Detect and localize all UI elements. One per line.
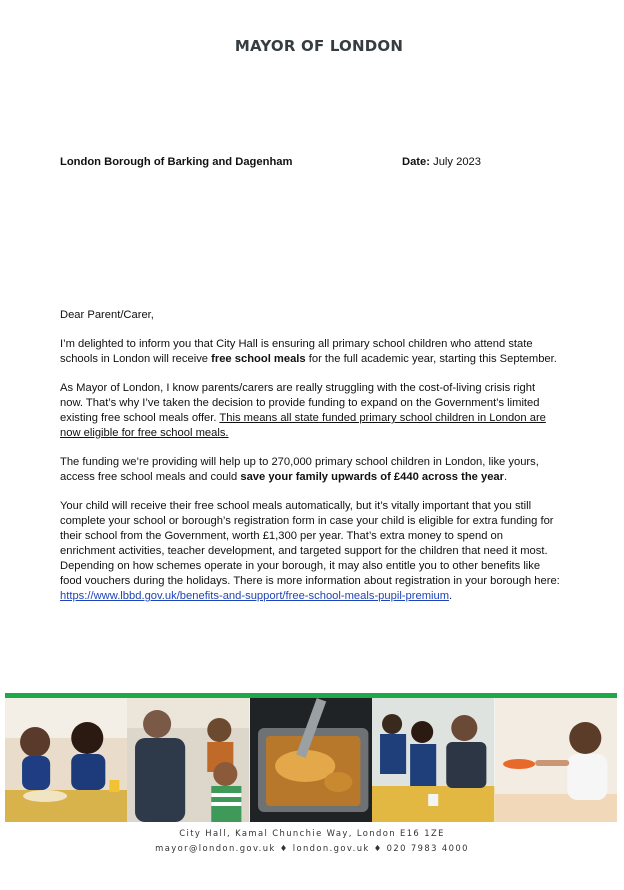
photo-strip [5, 698, 617, 822]
date-label: Date: [402, 156, 430, 168]
photo-mayor-at-table [372, 698, 494, 822]
paragraph-1: I’m delighted to inform you that City Hall is ensuring all primary school children who attend state schools in London will receive free school meals for the full academic year, starting this September. [60, 338, 557, 365]
paragraph-3: The funding we’re providing will help up to 270,000 primary school children in London, like yours, access free school meals and could save your family upwards of £440 across the year. [60, 456, 539, 483]
photo-food-tray [250, 698, 372, 822]
salutation: Dear Parent/Carer, [60, 309, 154, 321]
paragraph-4: Your child will receive their free school meals automatically, but it’s vitally important that you still complete your school or borough’s registration form in case your child is eligible for extra funding for their school from the Government, worth £1,300 per year. That’s extra money to spend on enrichment activities, teacher development, and targeted support for the children that need it most. Depending on how schemes operate in your borough, it may also entitle you to other benefits like food vouchers during the holidays. There is more information about registration in your borough here: https://www.lbbd.gov.uk/benefits-and-support/free-school-meals-pupil-premium. [60, 500, 560, 602]
borough-name: London Borough of Barking and Dagenham [60, 156, 293, 168]
bold-savings: save your family upwards of £440 across the year [240, 471, 504, 483]
photo-children-eating [5, 698, 127, 822]
letter-meta [60, 156, 560, 172]
photo-mayor-with-child [127, 698, 249, 822]
paragraph-2: As Mayor of London, I know parents/carers are really struggling with the cost-of-living crisis right now. That’s why I’ve taken the decision to provide funding to expand on the Government’s limited existing free school meals offer. This means all state funded primary school children in London are now eligible for free school meals. [60, 382, 546, 439]
bold-phrase: free school meals [211, 353, 306, 365]
letter-date [402, 156, 481, 168]
footer-address: City Hall, Kamal Chunchie Way, London E16 1ZE [179, 828, 445, 838]
underlined-statement: This means all state funded primary school children in London are now eligible for free school meals. [60, 412, 546, 439]
letter-body [60, 308, 560, 618]
registration-link[interactable]: https://www.lbbd.gov.uk/benefits-and-support/free-school-meals-pupil-premium [60, 590, 450, 602]
footer [0, 826, 624, 856]
photo-child-serving [495, 698, 617, 822]
mayor-of-london-logo: MAYOR OF LONDON [234, 37, 404, 55]
date-value: July 2023 [433, 156, 481, 168]
footer-contacts: mayor@london.gov.uk ♦ london.gov.uk ♦ 020 7983 4000 [155, 843, 469, 853]
